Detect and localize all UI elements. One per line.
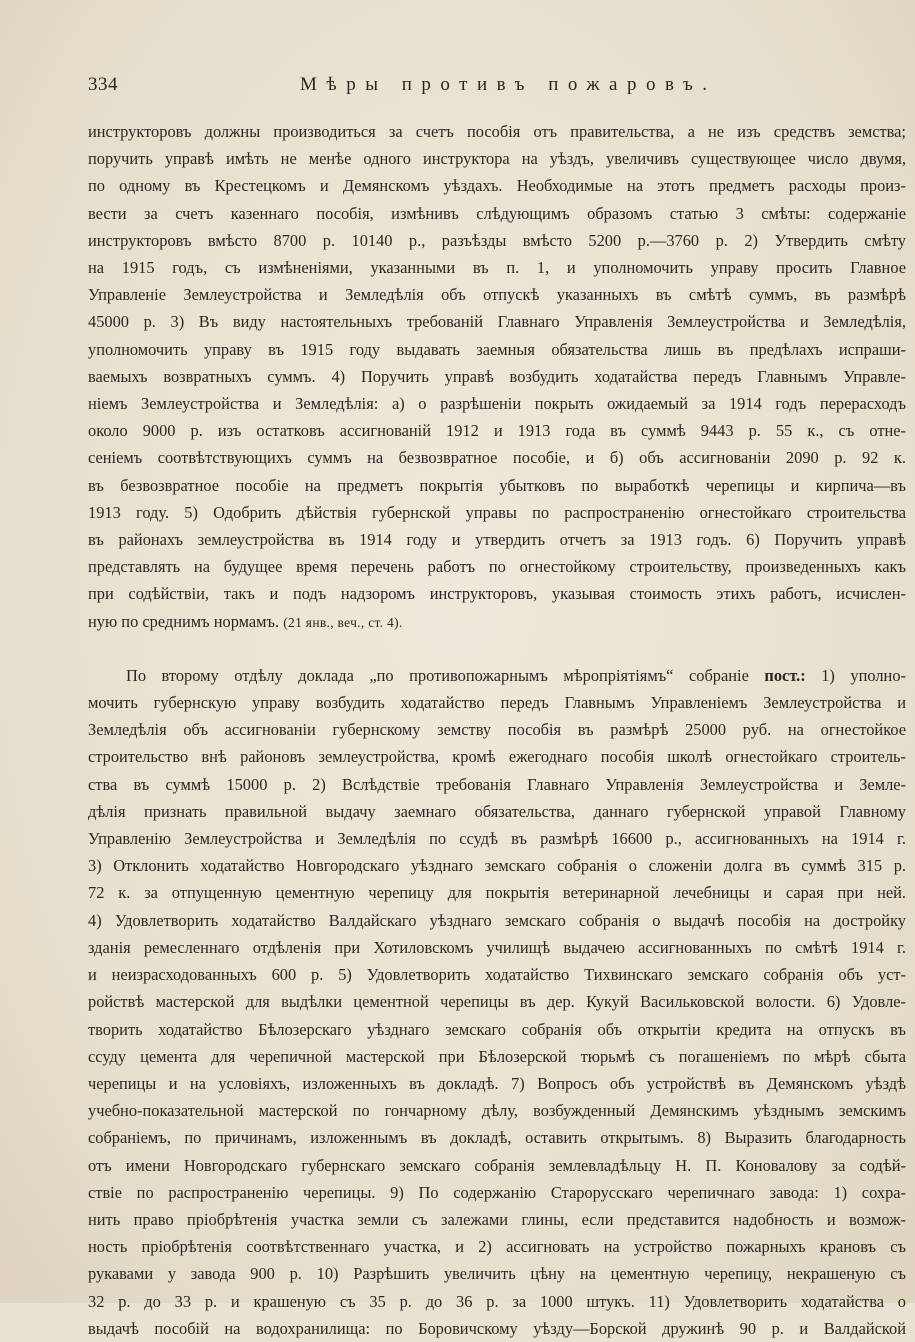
- text-line: вести за счетъ казеннаго пособія, измѣнивъ слѣдующимъ образомъ статью 3 смѣты: содержаніе: [88, 203, 906, 223]
- text-line: черепицы и на условіяхъ, изложенныхъ въ докладѣ. 7) Вопросъ объ устройствѣ въ Демянскомъ уѣздѣ: [88, 1073, 906, 1093]
- text-line: по одному въ Крестецкомъ и Демянскомъ уѣздахъ. Необходимые на этотъ предметъ расходы произ-: [88, 176, 906, 196]
- paragraph-resolution-continued: [88, 118, 906, 636]
- text-line: 1913 году. 5) Одобрить дѣйствія губернской управы по распространенію огнестойкаго строительства: [88, 502, 906, 522]
- text-line: строительство внѣ районовъ землеустройства, кромѣ ежегоднаго пособія школѣ огнестойкаго строитель-: [88, 747, 906, 767]
- text-line: выдачѣ пособій на водохранилища: по Боровичскому уѣзду—Борской дружинѣ 90 р. и Валдайской: [88, 1318, 906, 1338]
- text-line: Управленію Землеустройства и Земледѣлія по ссудѣ въ размѣрѣ 16600 р., ассигнованныхъ на 1914 г.: [88, 829, 906, 849]
- text-line: Земледѣлія объ ассигнованіи губернскому земству пособія въ размѣрѣ 25000 руб. на огнестойкое: [88, 720, 906, 740]
- text-line: въ безвозвратное пособіе на предметъ покрытія убытковъ по выработкѣ черепицы и кирпича—въ: [88, 475, 906, 495]
- text-line: 45000 р. 3) Въ виду настоятельныхъ требованій Главнаго Управленія Землеустройства и Земледѣлія,: [88, 312, 906, 332]
- page-number: 334: [88, 74, 118, 95]
- text-line: представлять на будущее время перечень работъ по огнестойкому строительству, произведенныхъ какъ: [88, 557, 906, 577]
- page-body: [88, 118, 906, 1342]
- text-line: ссуду цемента для черепичной мастерской при Бѣлозерской тюрьмѣ съ погашеніемъ по мѣрѣ сбыта: [88, 1046, 906, 1066]
- last-line-text: ную по среднимъ нормамъ.: [88, 611, 280, 631]
- text-line: ства въ суммѣ 15000 р. 2) Вслѣдствіе требованія Главнаго Управленія Землеустройства и Земле-: [88, 774, 906, 794]
- text-line: зданія ремесленнаго отдѣленія при Хотиловскомъ училищѣ выдачею ассигнованныхъ по смѣтѣ 1914 г.: [88, 937, 906, 957]
- text-line: 32 р. до 33 р. и крашеную съ 35 р. до 36 р. за 1000 штукъ. 11) Удовлетворить ходатайства о: [88, 1291, 906, 1311]
- text-line: на 1915 годъ, съ измѣненіями, указанными въ п. 1, и уполномочить управу просить Главное: [88, 258, 906, 278]
- text-line: сеніемъ соотвѣтствующихъ суммъ на безвозвратное пособіе, и б) объ ассигнованіи 2090 р. 92 к.: [88, 448, 906, 468]
- text-line: уполномочить управу въ 1915 году выдавать заемныя обязательства лишь въ предѣлахъ испраши-: [88, 339, 906, 359]
- text-line: ствіе по распространенію черепицы. 9) По содержанію Старорусскаго черепичнаго завода: 1) сохра-: [88, 1182, 906, 1202]
- text-line: инструкторовъ должны производиться за счетъ пособія отъ правительства, а не изъ средствъ земства;: [88, 122, 906, 141]
- text-line: 72 к. за отпущенную цементную черепицу для покрытія ветеринарной лечебницы и сарая при ней.: [88, 883, 906, 903]
- text-line: и неизрасходованныхъ 600 р. 5) Удовлетворить ходатайство Тихвинскаго земскаго собранія объ уст-: [88, 965, 906, 985]
- text-line: собраніемъ, по причинамъ, изложеннымъ въ докладѣ, оставить открытымъ. 8) Выразить благодарность: [88, 1128, 906, 1148]
- text-line: творить ходатайство Бѣлозерскаго уѣзднаго земскаго собранія объ открытіи кредита на отпускъ въ: [88, 1019, 906, 1039]
- text-line-first: [88, 662, 906, 689]
- text-line: Управленіе Землеустройства и Земледѣлія объ отпускѣ указанныхъ въ смѣтѣ суммъ, въ размѣрѣ: [88, 285, 906, 305]
- text-line: поручить управѣ имѣть не менѣе одного инструктора на уѣздъ, увеличивъ существующее число двумя,: [88, 149, 906, 169]
- text-line: отъ имени Новгородскаго губернскаго земскаго собранія землевладѣльцу Н. П. Коновалову за содѣй-: [88, 1155, 906, 1175]
- text-line: въ районахъ землеустройства въ 1914 году и утвердить отчетъ за 1913 годъ. 6) Поручить управѣ: [88, 530, 906, 550]
- text-line: 3) Отклонить ходатайство Новгородскаго уѣзднаго земскаго собранія о сложеніи долга въ суммѣ 315 р.: [88, 856, 906, 876]
- session-citation: (21 янв., веч., ст. 4).: [283, 614, 403, 630]
- first-line-suffix: 1) уполно-: [821, 665, 906, 685]
- text-line: мочить губернскую управу возбудить ходатайство передъ Главнымъ Управленіемъ Землеустройства и: [88, 693, 906, 713]
- text-line: нить право пріобрѣтенія участка земли съ залежами глины, если представится надобность и возмож-: [88, 1209, 906, 1229]
- text-line: инструкторовъ вмѣсто 8700 р. 10140 р., разъѣзды вмѣсто 5200 р.—3760 р. 2) Утвердить смѣту: [88, 230, 906, 250]
- first-line-prefix: По второму отдѣлу доклада „по противопожарнымъ мѣропріятіямъ“ собраніе: [126, 665, 749, 685]
- text-line: ніемъ Землеустройства и Земледѣлія: а) о разрѣшеніи покрыть ожидаемый за 1914 годъ перерасходъ: [88, 394, 906, 414]
- running-title: Мѣры противъ пожаровъ.: [300, 74, 717, 95]
- text-line-last: [88, 608, 906, 636]
- paragraph-second-section: [88, 662, 906, 1342]
- text-line: около 9000 р. изъ остатковъ ассигнованій 1912 и 1913 года въ суммѣ 9443 р. 55 к., съ отне-: [88, 421, 906, 441]
- text-line: при содѣйствіи, такъ и подъ надзоромъ инструкторовъ, указывая стоимость этихъ работъ, исчислен-: [88, 584, 906, 604]
- text-line: ность пріобрѣтенія соотвѣтственнаго участка, и 2) ассигновать на устройство пожарныхъ крановъ съ: [88, 1237, 906, 1257]
- text-line: ваемыхъ возвратныхъ суммъ. 4) Поручить управѣ возбудить ходатайства передъ Главнымъ Управле-: [88, 366, 906, 386]
- text-line: 4) Удовлетворить ходатайство Валдайскаго уѣзднаго земскаго собранія о выдачѣ пособія на достройку: [88, 910, 906, 930]
- text-line: рукавами у завода 900 р. 10) Разрѣшить увеличить цѣну на цементную черепицу, некрашеную съ: [88, 1264, 906, 1284]
- text-line: ройствѣ мастерской для выдѣлки цементной черепицы въ дер. Кукуй Васильковской волости. 6) Удовле-: [88, 992, 906, 1012]
- page-header: [88, 74, 875, 100]
- text-line: дѣлія признать правильной выдачу заемнаго обязательства, даннаго губернской управой Главному: [88, 801, 906, 821]
- text-line: учебно-показательной мастерской по гончарному дѣлу, возбужденный Демянскимъ уѣзднымъ земскимъ: [88, 1101, 906, 1121]
- resolution-marker: пост.:: [764, 665, 806, 685]
